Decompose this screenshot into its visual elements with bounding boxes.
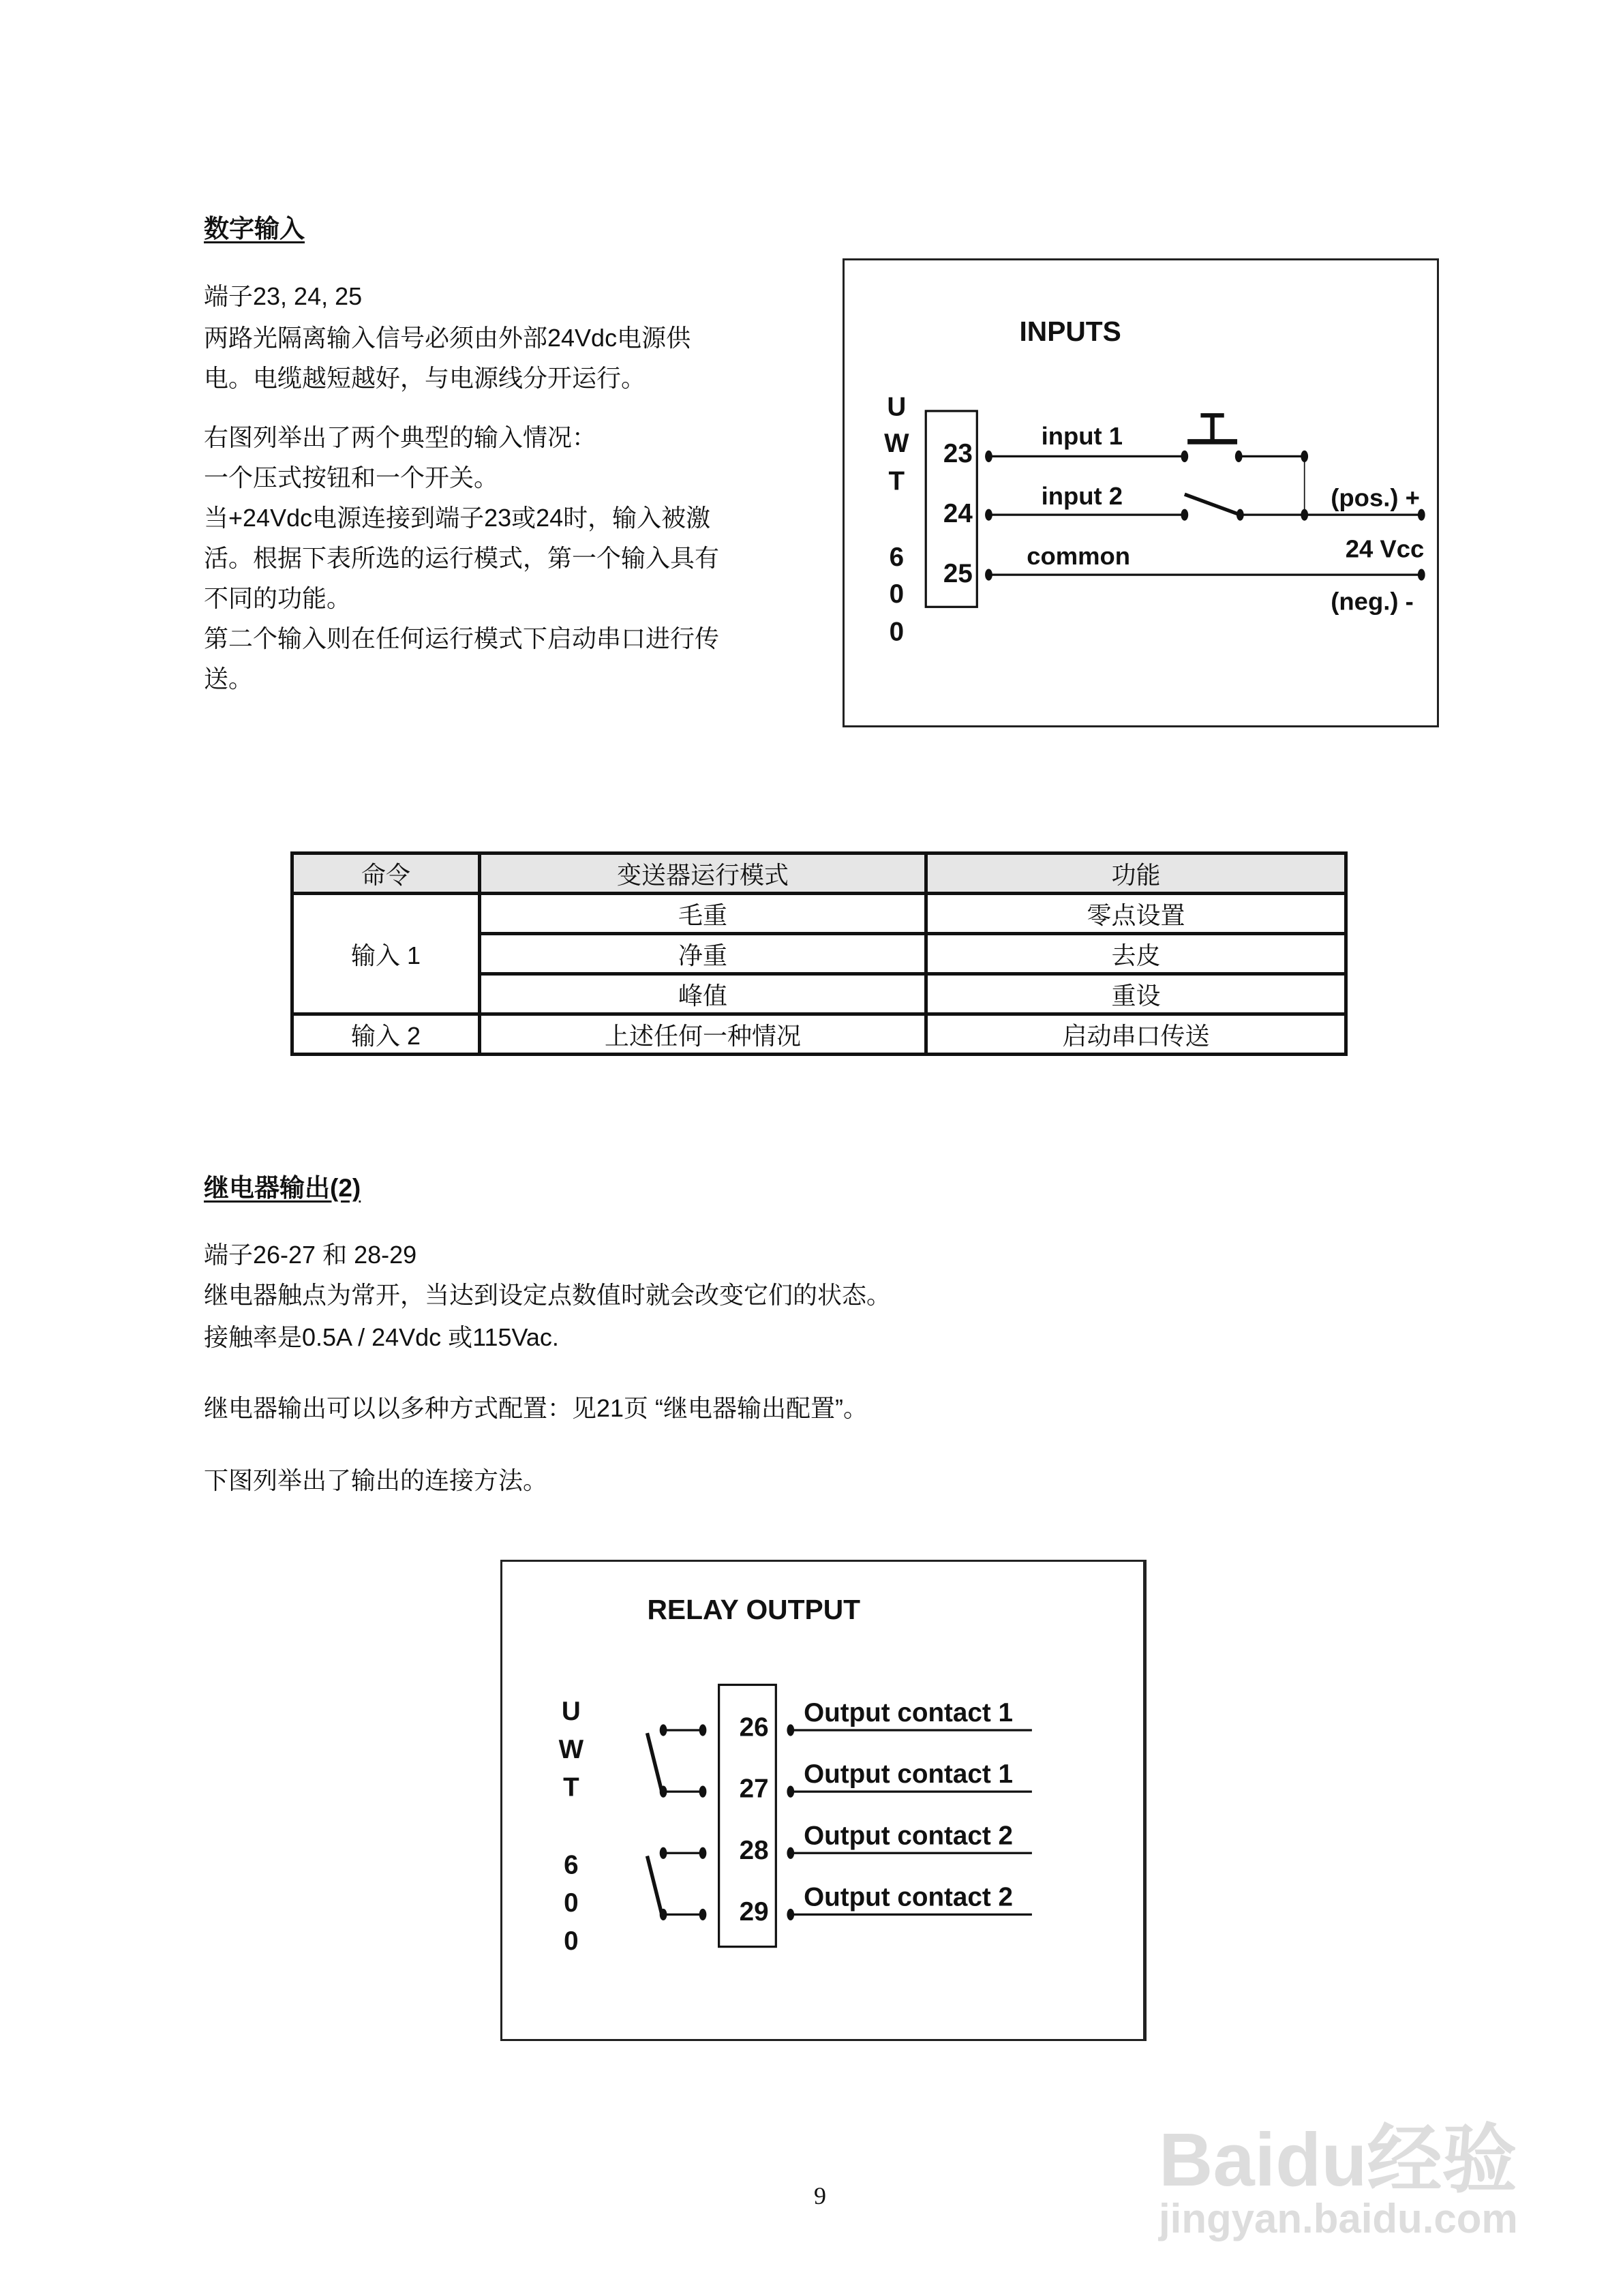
terminal-label: 23	[943, 438, 973, 468]
inputs-wiring-svg	[845, 260, 1437, 725]
terminal-label: 29	[739, 1897, 769, 1927]
device-letter: 6	[889, 543, 905, 573]
table-cell: 上述任何一种情况	[480, 1014, 926, 1055]
relay-wiring-svg	[502, 1562, 1143, 2039]
relay-output-diagram	[500, 1560, 1147, 2041]
terminal-label: 27	[739, 1774, 769, 1804]
label-pos: (pos.) +	[1331, 483, 1420, 512]
table-cell: 零点设置	[926, 894, 1346, 934]
table-cell: 净重	[480, 934, 926, 974]
text-line: 端子23, 24, 25	[204, 282, 363, 310]
text-line: 右图列举出了两个典型的输入情况：	[204, 423, 597, 451]
terminal-label: 25	[943, 558, 973, 588]
text-line: 电。电缆越短越好，与电源线分开运行。	[204, 364, 646, 392]
text-line: 不同的功能。	[204, 584, 352, 612]
label-input-2: input 2	[1041, 482, 1123, 511]
device-letter: T	[563, 1772, 579, 1802]
device-letter: 6	[564, 1850, 579, 1880]
header-cell: 命令	[292, 854, 480, 894]
terminal-label: 26	[739, 1712, 769, 1742]
text-line: 两路光隔离输入信号必须由外部24Vdc电源供	[204, 324, 691, 352]
connection-dots	[660, 1724, 794, 1920]
device-letter: U	[561, 1696, 581, 1726]
terminal-label: 28	[739, 1835, 769, 1865]
table-cell: 重设	[926, 974, 1346, 1014]
text-line: 继电器触点为常开，当达到设定点数值时就会改变它们的状态。	[204, 1281, 892, 1309]
device-letter: 0	[889, 579, 905, 609]
text-line: 接触率是0.5A / 24Vdc 或115Vac.	[204, 1323, 559, 1351]
device-letter: 0	[564, 1926, 579, 1956]
text-line: 端子26-27 和 28-29	[204, 1241, 417, 1269]
table-cell: 输入 2	[292, 1014, 480, 1055]
page-number: 9	[814, 2182, 826, 2209]
diagram-title: RELAY OUTPUT	[647, 1593, 861, 1625]
text-line: 送。	[204, 665, 254, 693]
device-letter: T	[888, 466, 905, 496]
device-letter: 0	[564, 1888, 579, 1918]
table-cell: 输入 1	[292, 894, 480, 1014]
table-cell: 启动串口传送	[926, 1014, 1346, 1055]
diagram-title: INPUTS	[1019, 315, 1121, 347]
mode-function-table	[290, 851, 1348, 1056]
label-24vcc: 24 Vcc	[1345, 534, 1425, 563]
device-letter: W	[884, 428, 909, 458]
table-cell: 去皮	[926, 934, 1346, 974]
text-line: 第二个输入则在任何运行模式下启动串口进行传	[204, 624, 720, 652]
device-letter: W	[558, 1734, 584, 1764]
header-cell: 功能	[926, 854, 1346, 894]
text-line: 当+24Vdc电源连接到端子23或24时，输入被激	[204, 504, 711, 532]
watermark-url: jingyan.baidu.com	[1159, 2196, 1518, 2241]
inputs-diagram	[843, 258, 1439, 727]
section-heading-digital-input: 数字输入	[204, 215, 305, 243]
header-cell: 变送器运行模式	[480, 854, 926, 894]
label-input-1: input 1	[1041, 422, 1123, 451]
device-letter: 0	[889, 617, 905, 647]
table-row	[292, 1014, 1346, 1055]
table-header-row	[292, 854, 1346, 894]
contact-label: Output contact 2	[804, 1882, 1013, 1912]
text-line: 下图列举出了输出的连接方法。	[204, 1466, 548, 1494]
label-common: common	[1027, 542, 1131, 571]
watermark-logo: Baidu经验	[1159, 2118, 1517, 2202]
section-heading-relay-output: 继电器输出(2)	[204, 1174, 361, 1202]
text-line: 继电器输出可以以多种方式配置：见21页 “继电器输出配置”。	[204, 1394, 868, 1422]
contact-label: Output contact 1	[804, 1759, 1013, 1789]
text-line: 活。根据下表所选的运行模式，第一个输入具有	[204, 544, 720, 572]
label-neg: (neg.) -	[1331, 587, 1414, 616]
text-line: 一个压式按钮和一个开关。	[204, 464, 499, 492]
table-row	[292, 894, 1346, 934]
device-letter: U	[887, 392, 907, 422]
table-cell: 毛重	[480, 894, 926, 934]
table-cell: 峰值	[480, 974, 926, 1014]
contact-label: Output contact 1	[804, 1698, 1013, 1728]
terminal-label: 24	[943, 498, 973, 528]
contact-label: Output contact 2	[804, 1821, 1013, 1851]
